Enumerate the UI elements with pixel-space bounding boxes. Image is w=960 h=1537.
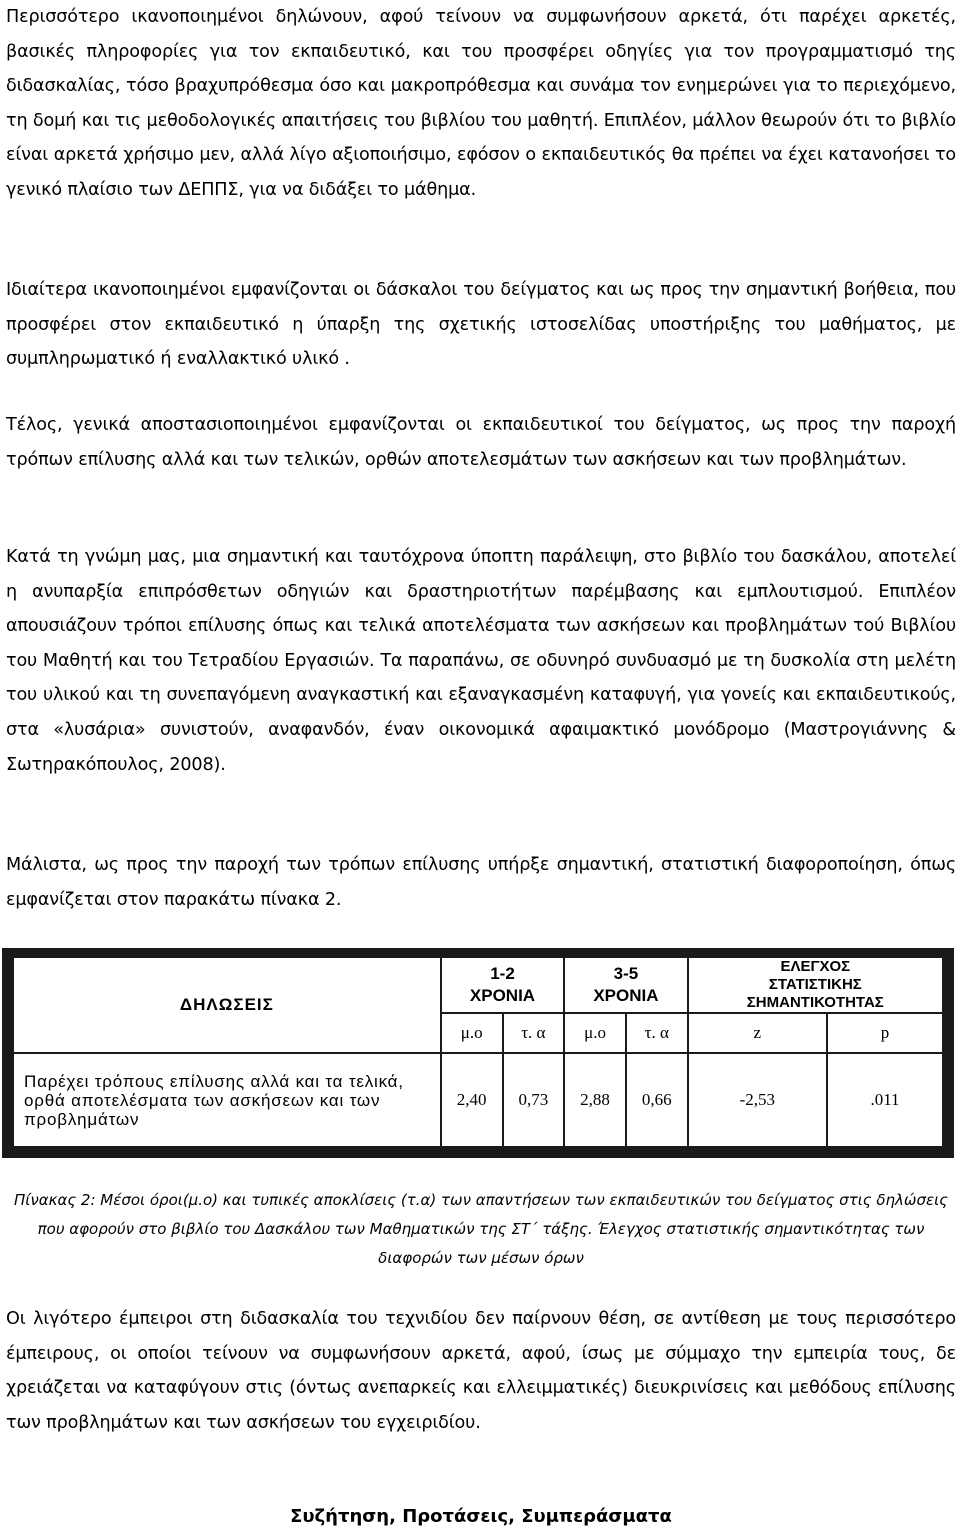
- table-sub-mean-1: μ.ο: [441, 1013, 503, 1053]
- table-2-image: [2, 948, 954, 1158]
- table-cell-p: .011: [827, 1053, 943, 1147]
- paragraph-5: Μάλιστα, ως προς την παροχή των τρόπων επίλυσης υπήρξε σημαντική, στατιστική διαφοροποίηση, όπως εμφανίζεται στον παρακάτω πίνακα 2.: [6, 855, 956, 910]
- table-cell-mean-1: 2,40: [441, 1053, 503, 1147]
- table-sub-p: p: [827, 1013, 943, 1053]
- table-cell-z: -2,53: [688, 1053, 827, 1147]
- table-cell-mean-2: 2,88: [564, 1053, 626, 1147]
- table-header-group-3-5: 3-5 ΧΡΟΝΙΑ: [564, 957, 687, 1013]
- table-sub-mean-2: μ.ο: [564, 1013, 626, 1053]
- table-cell-sd-1: 0,73: [503, 1053, 565, 1147]
- table-header-significance: ΕΛΕΓΧΟΣ ΣΤΑΤΙΣΤΙΚΗΣ ΣΗΜΑΝΤΙΚΟΤΗΤΑΣ: [688, 957, 943, 1013]
- table-header-group-1-2: 1-2 ΧΡΟΝΙΑ: [441, 957, 564, 1013]
- paragraph-2: Ιδιαίτερα ικανοποιημένοι εμφανίζονται οι δάσκαλοι του δείγματος και ως προς την σημαντική βοήθεια, που προσφέρει στον εκπαιδευτικό η ύπαρξη της σχετικής ιστοσελίδας υποστήριξης του μαθήματος, με συμπληρωματικό ή εναλλακτικό υλικό .: [6, 280, 956, 370]
- paragraph-3: Τέλος, γενικά αποστασιοποιημένοι εμφανίζονται οι εκπαιδευτικοί του δείγματος, ως προς την παροχή τρόπων επίλυσης αλλά και των τελικών, ορθών αποτελεσμάτων των ασκήσεων και των προβλημάτων.: [6, 415, 956, 470]
- table-caption: Πίνακας 2: Μέσοι όροι(μ.ο) και τυπικές αποκλίσεις (τ.α) των απαντήσεων των εκπαιδευτικών του δείγματος στις δηλώσεις που αφορούν στο βιβλίο του Δασκάλου των Μαθηματικών της ΣΤ΄ τάξης. Έλεγχος στατιστικής σημαντικότητας των διαφορών των μέσων όρων: [14, 1191, 948, 1267]
- table-cell-sd-2: 0,66: [626, 1053, 688, 1147]
- table-sub-z: z: [688, 1013, 827, 1053]
- section-heading: Συζήτηση, Προτάσεις, Συμπεράσματα: [290, 1506, 672, 1527]
- paragraph-1: Περισσότερο ικανοποιημένοι δηλώνουν, αφού τείνουν να συμφωνήσουν αρκετά, ότι παρέχει αρκετές, βασικές πληροφορίες για τον εκπαιδευτικό, και του προσφέρει οδηγίες για τον προγραμματισμό της διδασκαλίας, τόσο βραχυπρόθεσμα όσο και μακροπρόθεσμα και συνάμα τον ενημερώνει για το περιεχόμενο, τη δομή και τις μεθοδολογικές απαιτήσεις του βιβλίου του μαθητή. Επιπλέον, μάλλον θεωρούν ότι το βιβλίο είναι αρκετά χρήσιμο μεν, αλλά λίγο αξιοποιήσιμο, εφόσον ο εκπαιδευτικός θα πρέπει να έχει κατανοήσει το γενικό πλαίσιο των ΔΕΠΠΣ, για να διδάξει το μάθημα.: [6, 7, 956, 200]
- table-row-statement: Παρέχει τρόπους επίλυσης αλλά και τα τελικά, ορθά αποτελέσματα των ασκήσεων και των προβλημάτων: [13, 1053, 441, 1147]
- table-sub-sd-2: τ. α: [626, 1013, 688, 1053]
- table-header-statements: ΔΗΛΩΣΕΙΣ: [13, 957, 441, 1053]
- stats-table: [12, 956, 944, 1148]
- paragraph-4: Κατά τη γνώμη μας, μια σημαντική και ταυτόχρονα ύποπτη παράλειψη, στο βιβλίο του δασκάλου, αποτελεί η ανυπαρξία επιπρόσθετων οδηγιών και δραστηριοτήτων παρέμβασης και εμπλουτισμού. Επιπλέον απουσιάζουν τρόποι επίλυσης όπως και τελικά αποτελέσματα των ασκήσεων και προβλημάτων τού Βιβλίου του Μαθητή και του Τετραδίου Εργασιών. Τα παραπάνω, σε οδυνηρό συνδυασμό με τη δυσκολία στη μελέτη του υλικού και τη συνεπαγόμενη αναγκαστική και εξαναγκασμένη καταφυγή, για γονείς και εκπαιδευτικούς, στα «λυσάρια» συνιστούν, αναφανδόν, έναν οικονομικά αφαιμακτικό μονόδρομο (Μαστρογιάννης & Σωτηρακόπουλος, 2008).: [6, 547, 956, 775]
- table-sub-sd-1: τ. α: [503, 1013, 565, 1053]
- paragraph-6: Οι λιγότερο έμπειροι στη διδασκαλία του τεχνιδίου δεν παίρνουν θέση, σε αντίθεση με τους περισσότερο έμπειρους, οι οποίοι τείνουν να συμφωνήσουν αρκετά, αφού, ίσως με σύμμαχο την εμπειρία τους, δε χρειάζεται να καταφύγουν στις (όντως ανεπαρκείς και ελλειμματικές) διευκρινίσεις και μεθόδους επίλυσης των προβλημάτων και των ασκήσεων του εγχειριδίου.: [6, 1309, 956, 1433]
